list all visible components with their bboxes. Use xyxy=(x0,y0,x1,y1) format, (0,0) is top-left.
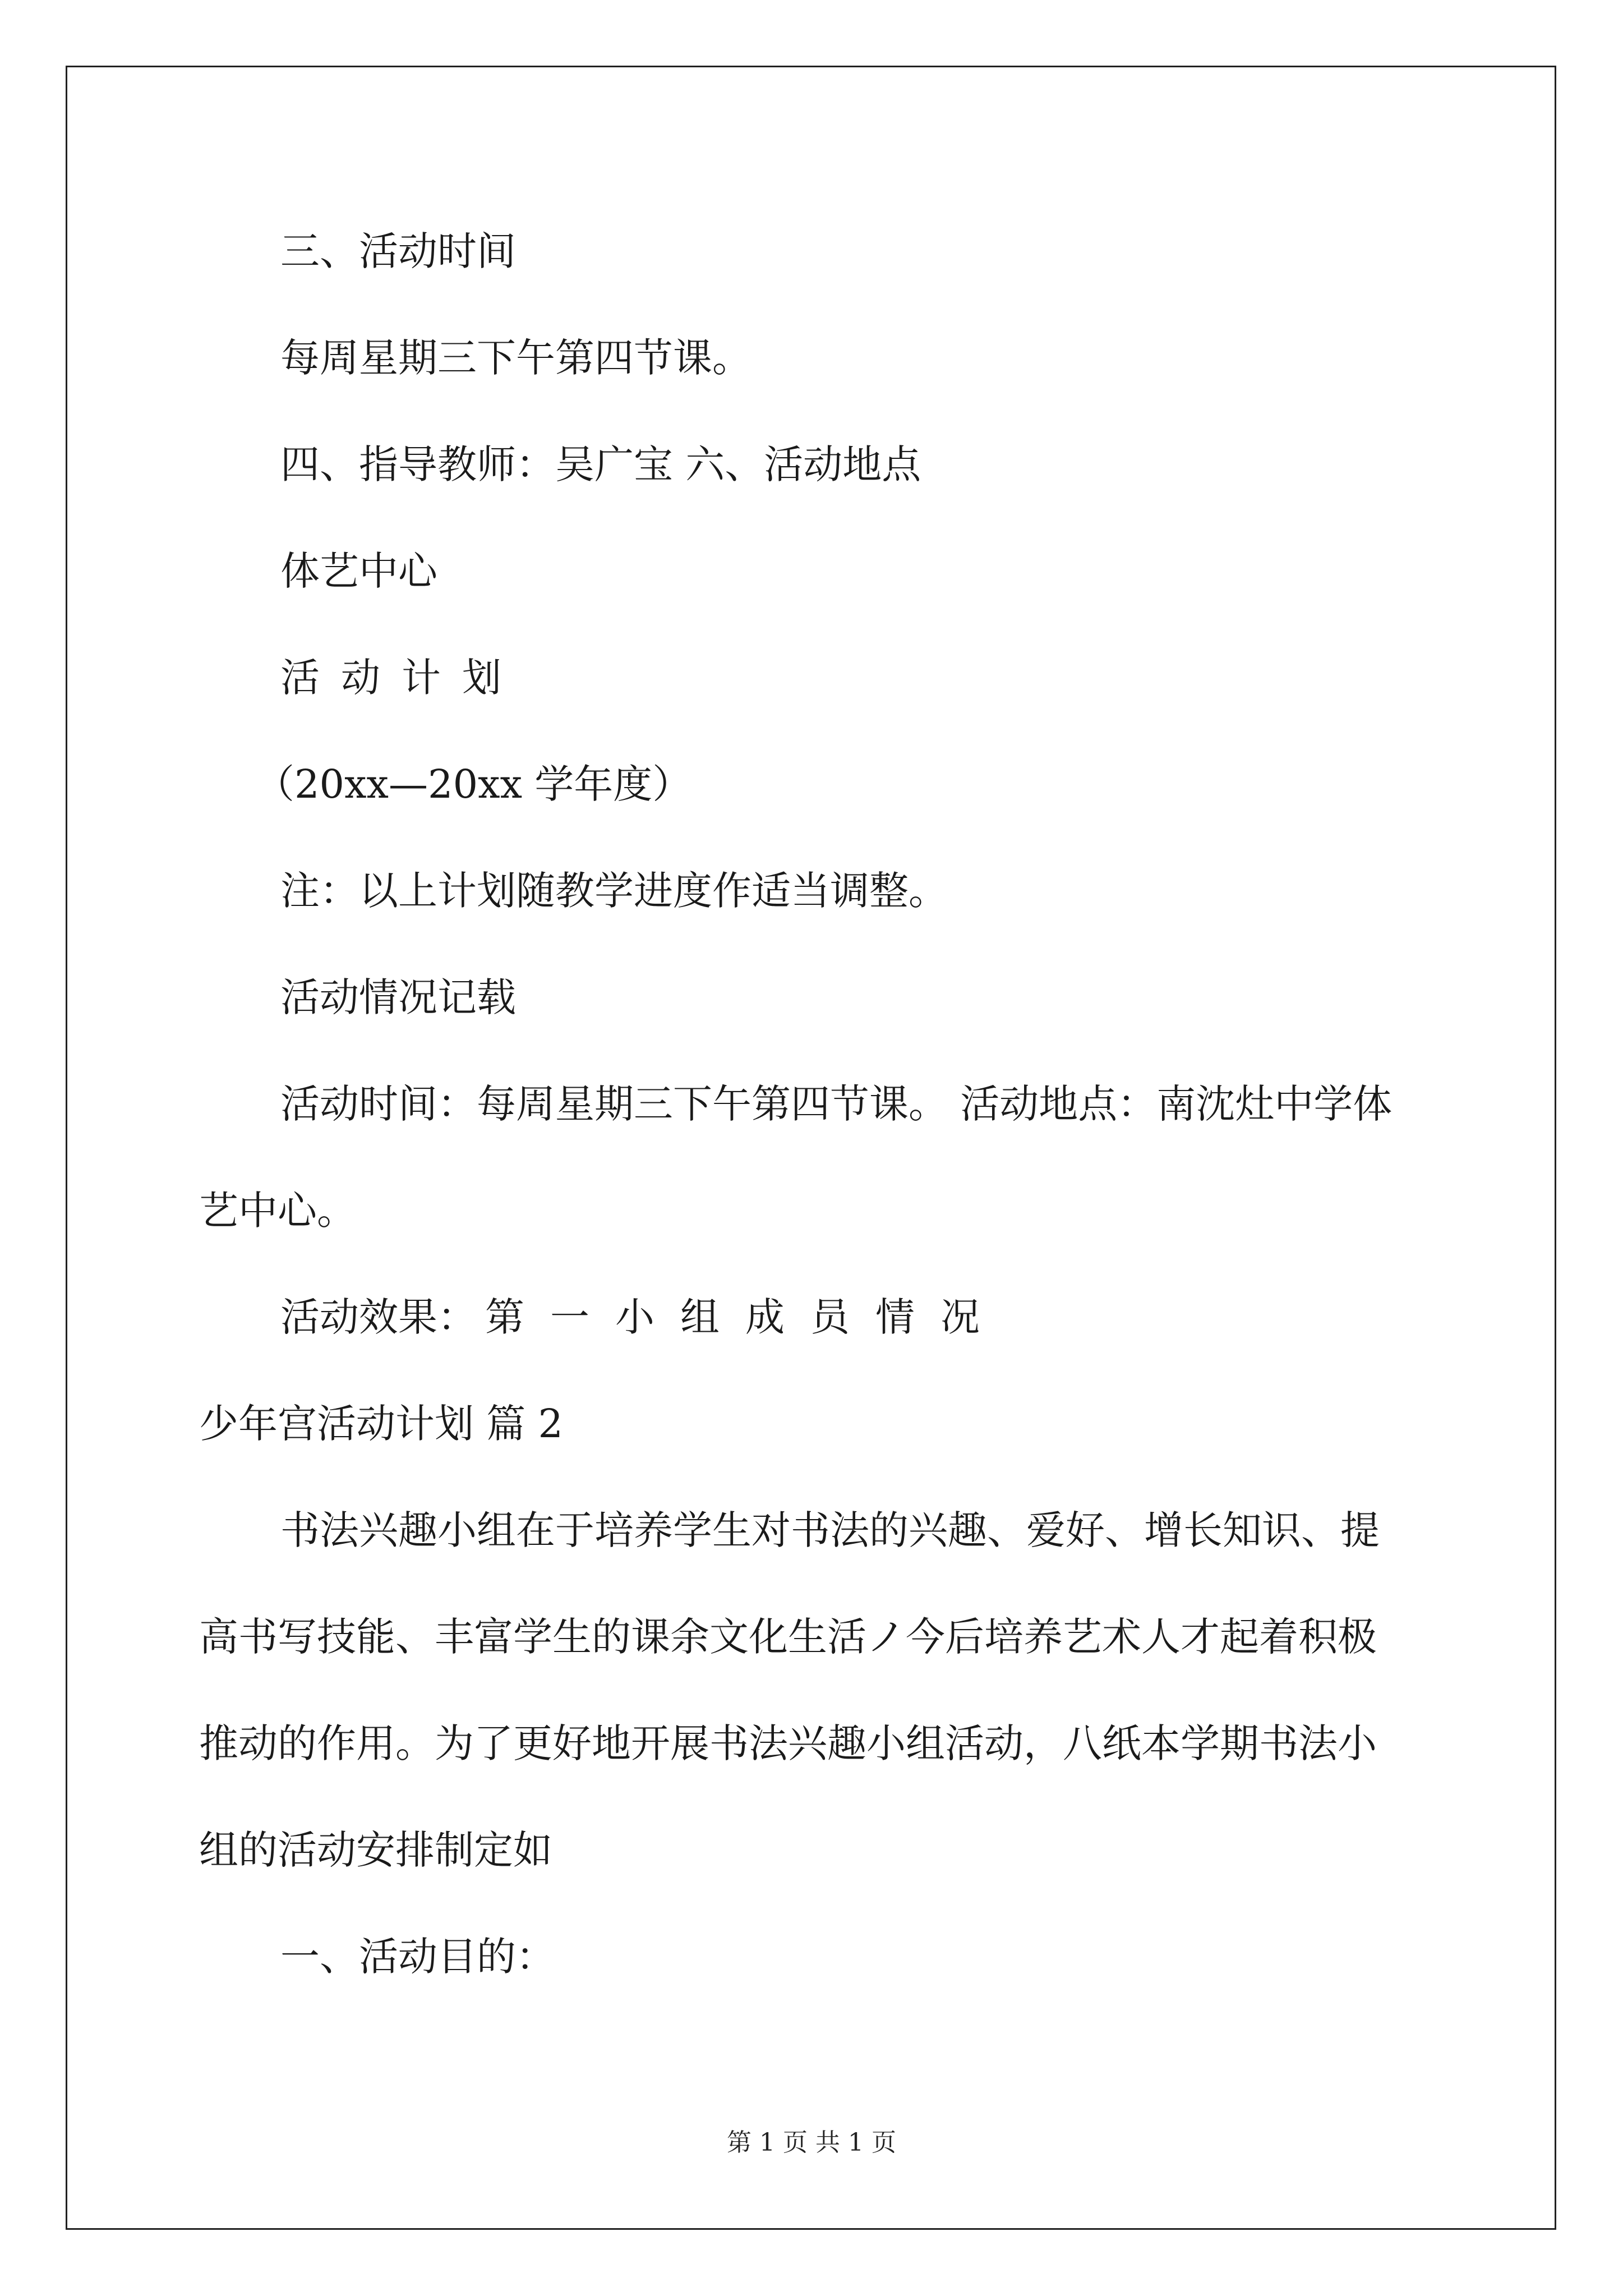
paragraph-intro-line-2: 高书写技能、丰富学生的课余文化生活ノ今后培养艺术人才起着积极 xyxy=(199,1614,1377,1660)
paragraph-weekly-schedule: 每周星期三下午第四节课。 xyxy=(280,335,751,381)
section-title-part-2: 少年宫活动计划 篇 2 xyxy=(199,1401,564,1447)
paragraph-school-year: （20xx—20xx 学年度） xyxy=(255,761,692,807)
paragraph-time-and-place-continued: 艺中心。 xyxy=(199,1188,356,1234)
paragraph-activity-effect-label: 活动效果： xyxy=(280,1294,477,1340)
paragraph-location-name: 体艺中心 xyxy=(280,548,437,594)
paragraph-intro-line-1: 书法兴趣小组在于培养学生对书法的兴趣、爱好、增长知识、提 xyxy=(280,1507,1380,1553)
paragraph-time-and-place: 活动时间：每周星期三下午第四节课。 活动地点：南沈灶中学体 xyxy=(280,1081,1393,1127)
heading-activity-records: 活动情况记载 xyxy=(280,974,516,1020)
heading-activity-time: 三、活动时间 xyxy=(280,228,516,274)
page-frame xyxy=(66,66,1556,2230)
paragraph-intro-line-4: 组的活动安排制定如 xyxy=(199,1827,552,1873)
paragraph-group-members: 第一小组成员情况 xyxy=(485,1294,1006,1340)
heading-activity-purpose: 一、活动目的： xyxy=(280,1934,555,1980)
heading-instructor-location: 四、指导教师：吴广宝 六、活动地点 xyxy=(280,441,921,487)
paragraph-note: 注：以上计划随教学进度作适当调整。 xyxy=(280,868,948,914)
heading-activity-plan: 活动计划 xyxy=(280,655,523,701)
paragraph-intro-line-3: 推动的作用。为了更好地开展书法兴趣小组活动，八纸本学期书法小 xyxy=(199,1720,1377,1766)
page-number-footer: 第 1 页 共 1 页 xyxy=(727,2128,896,2157)
